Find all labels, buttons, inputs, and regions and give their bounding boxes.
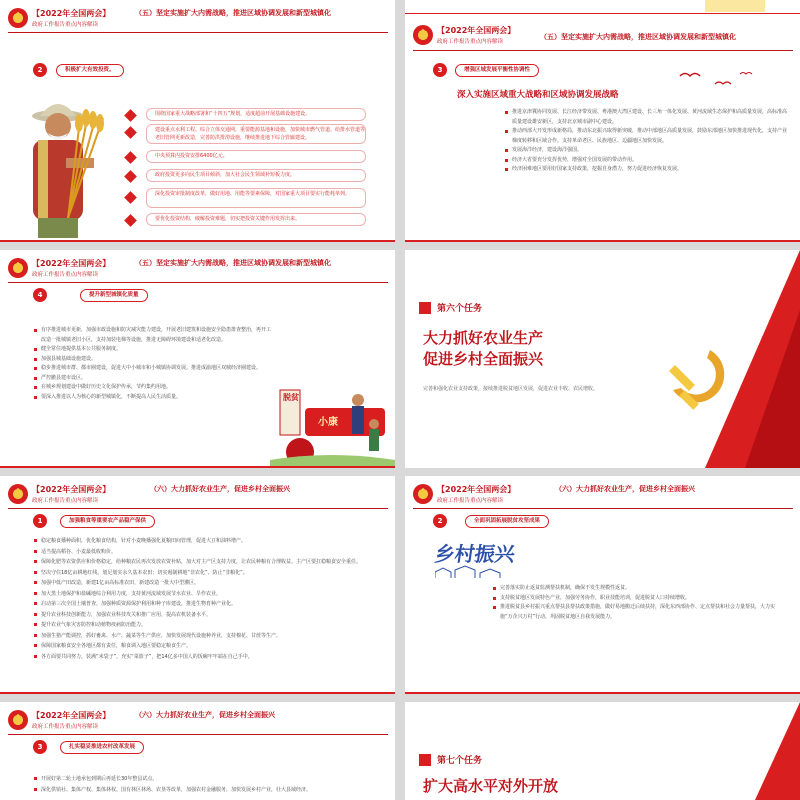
report-subtitle: 政府工作报告重点内容解读 (32, 724, 99, 730)
list-item: 在城乡规划建设中做好历史文化保护传承，节约集约用地。 (34, 383, 274, 393)
cover-title-line1: 大力抓好农业生产 (423, 329, 544, 347)
task-marker (419, 754, 431, 766)
national-emblem-icon (8, 258, 28, 278)
list-item: 要优化投资结构，破解投资难题，切实把投资关键作用发挥出来。 (146, 213, 366, 226)
item-number: 3 (433, 63, 447, 77)
bullet-diamond (124, 109, 137, 122)
slide-rural-reform (0, 702, 395, 800)
top-banner-graphic (705, 0, 765, 12)
report-tag: 【2022年全国两会】 (437, 26, 516, 35)
item-number: 2 (433, 514, 447, 528)
list-item: 适当提高稻谷、小麦最低收购价。 (34, 547, 374, 558)
subtopic-pill: 扎实稳妥推进农村改革发展 (60, 741, 144, 754)
item-number: 4 (33, 288, 47, 302)
bullet-diamond (124, 170, 137, 183)
header-divider (413, 508, 793, 509)
illustration-banner: 小康 (318, 417, 338, 428)
report-subtitle: 政府工作报告重点内容解读 (32, 272, 99, 278)
list-item: 推进脱贫县乡村振兴重点帮扶县帮扶政策措施，做好易地搬迁后续扶持，深化东西部协作、定点帮扶和社会力量帮扶，大力实施“万企兴万村”行动，巩固脱贫地区自我发展能力。 (493, 603, 783, 622)
list-item: 稳定粮食播种面积，优化粮食结构，针对小麦晚播强化夏粮田间管理，促进大豆和油料增产。 (34, 536, 374, 547)
section-title: （五）坚定实施扩大内需战略，推进区域协调发展和新型城镇化 (540, 33, 736, 41)
list-item: 经济大省要充分发挥优势，增强对全国发展的带动作用。 (505, 156, 790, 166)
cover-title-line2: 促进乡村全面振兴 (423, 350, 544, 368)
poverty-list (493, 584, 783, 622)
slide-task-seven-cover (405, 702, 800, 800)
list-item: 深化供销社、集体产权、集体林权、国有林区林场、农垦等改革，加强农村金融服务，加快发展乡村产业，壮大县域经济。 (34, 785, 374, 796)
subtopic-pill: 积极扩大有效投资。 (56, 64, 124, 77)
subtopic-pill: 加强粮食等重要农产品稳产保供 (60, 515, 155, 528)
header-divider (8, 734, 388, 735)
section-title: （六）大力抓好农业生产，促进乡村全面振兴 (135, 711, 275, 719)
list-item: 要深入推进以人为核心的新型城镇化，不断提高人民生活质量。 (34, 393, 274, 403)
bullet-diamond (124, 151, 137, 164)
subtopic-pill: 全面巩固拓展脱贫攻坚成果 (465, 515, 549, 528)
bottom-bar (405, 240, 800, 242)
calligraphy-graphic: 乡村振兴 (433, 542, 517, 566)
reform-list (34, 774, 374, 795)
national-emblem-icon (8, 484, 28, 504)
red-ribbon-decoration (645, 702, 800, 800)
header-divider (8, 282, 388, 283)
list-item: 推动西部大开发形成新格局，推动东北振兴取得新突破，推动中部地区高质量发展，鼓励东部地区加快推进现代化，支持产业梯度转移和区域合作。支持革命老区、民族地区、边疆地区加快发展。 (505, 127, 790, 146)
report-subtitle: 政府工作报告重点内容解读 (437, 498, 504, 504)
report-tag: 【2022年全国两会】 (32, 711, 111, 720)
list-item: 围绕国家重大战略部署和“十四五”规划，适度超前开展基础设施建设。 (146, 108, 366, 121)
subtopic-pill: 增强区域发展平衡性协调性 (455, 64, 539, 77)
village-skyline-icon (435, 564, 525, 578)
bottom-bar (0, 240, 395, 242)
list-item: 加强县城基础设施建设。 (34, 355, 274, 365)
list-item: 严控撤县建市设区。 (34, 374, 274, 384)
list-item: 有序推进城市更新，加强市政设施和防灾减灾能力建设，开展老旧建筑和设施安全隐患排查整治，再开工改造一批城镇老旧小区，支持加装电梯等设施，推进无障碍环境建设和适老化改造。 (34, 326, 274, 345)
section-title: （五）坚定实施扩大内需战略，推进区域协调发展和新型城镇化 (135, 259, 331, 267)
slide-regional-development (405, 0, 800, 242)
list-item: 稳步推进城市群、都市圈建设，促进大中小城市和小城镇协调发展。推进成渝地区双城经济圈建设。 (34, 364, 274, 374)
urbanization-list (34, 326, 274, 402)
illustration-sign: 脱贫 (283, 393, 299, 402)
region-heading: 深入实施区域重大战略和区域协调发展战略 (457, 90, 619, 100)
task-label: 第六个任务 (437, 304, 483, 314)
list-item: 保障国家粮食安全各地区都有责任，粮食调入地区要稳定粮食生产。 (34, 641, 374, 652)
bullet-diamond (124, 214, 137, 227)
list-item: 支持脱贫地区发展特色产业，加强劳务协作，职业技能培训，促进脱贫人口持续增收。 (493, 594, 783, 604)
list-item: 提升农业气象灾害防控和动植物疫病防治能力。 (34, 620, 374, 631)
report-subtitle: 政府工作报告重点内容解读 (437, 39, 504, 45)
national-emblem-icon (8, 8, 28, 28)
bullet-diamond (124, 126, 137, 139)
slide-task-six-cover (405, 250, 800, 468)
slide-expand-investment (0, 0, 395, 242)
grain-list (34, 536, 374, 662)
item-number: 1 (33, 514, 47, 528)
list-item: 保障化肥等农资供应和价格稳定，给种粮农民再次发放农资补贴，加大对主产区支持力度，让农民种粮有合理收益。主产区要扛稳粮食安全重任。 (34, 557, 374, 568)
slide-grain-supply (0, 476, 395, 694)
cover-description: 完善和强化农业支持政策，接续推进脱贫地区发展，促进农业丰收、农民增收。 (423, 386, 599, 392)
list-item: 发展海洋经济，建设海洋强国。 (505, 146, 790, 156)
header-divider (8, 32, 388, 33)
section-title: （五）坚定实施扩大内需战略，推进区域协调发展和新型城镇化 (135, 9, 331, 17)
list-item: 推进京津冀协同发展、长江经济带发展、粤港澳大湾区建设、长三角一体化发展、黄河流域生态保护和高质量发展，高标准高质量建设雄安新区，支持北京城市副中心建设。 (505, 108, 790, 127)
national-emblem-icon (413, 484, 433, 504)
section-title: （六）大力抓好农业生产，促进乡村全面振兴 (555, 485, 695, 493)
list-item: 坚决守住18亿亩耕地红线，划足划实永久基本农田；切实遏制耕地“非农化”、防止“非粮化”。 (34, 568, 374, 579)
list-item: 中央预算内投资安排6400亿元。 (146, 150, 366, 163)
report-subtitle: 政府工作报告重点内容解读 (32, 498, 99, 504)
list-item: 提升农业科技创新能力，加强农业科技攻关和推广应用，提高农机装备水平。 (34, 610, 374, 621)
bottom-bar (0, 692, 395, 694)
report-tag: 【2022年全国两会】 (32, 9, 111, 18)
slide-poverty-results (405, 476, 800, 694)
list-item: 经济困难地区要用好国家支持政策，挖掘自身潜力，努力促进经济恢复发展。 (505, 165, 790, 175)
report-subtitle: 政府工作报告重点内容解读 (32, 22, 99, 28)
report-tag: 【2022年全国两会】 (437, 485, 516, 494)
national-emblem-icon (413, 25, 433, 45)
list-item: 健全常住地提供基本公共服务制度。 (34, 345, 274, 355)
task-marker (419, 302, 431, 314)
list-item: 开展好第二轮土地承包到期后再延长30年整县试点。 (34, 774, 374, 785)
list-item: 加强中低产田改造，新建1亿亩高标准农田，新建改造一批大中型灌区。 (34, 578, 374, 589)
task-label: 第七个任务 (437, 756, 483, 766)
farmer-illustration (8, 78, 108, 238)
list-item: 启动第三次全国土壤普查，加强种质资源保护利用和种子库建设，推进生物育种产业化。 (34, 599, 374, 610)
report-tag: 【2022年全国两会】 (32, 485, 111, 494)
list-item: 深化投资审批制度改革，做好用地、用能等要素保障，对国家重大项目要实行能耗单列。 (146, 188, 366, 208)
section-title: （六）大力抓好农业生产，促进乡村全面振兴 (150, 485, 290, 493)
header-divider (413, 50, 793, 51)
subtopic-pill: 提升新型城镇化质量 (80, 289, 148, 302)
bottom-bar (0, 466, 395, 468)
party-emblem-icon (655, 340, 735, 420)
item-number: 3 (33, 740, 47, 754)
list-item: 各方面要共同努力，装满“米袋子”，充实“菜篮子”，把14亿多中国人的饭碗牢牢端在自己手中。 (34, 652, 374, 663)
item-number: 2 (33, 63, 47, 77)
bullet-diamond (124, 191, 137, 204)
list-item: 加强生猪产能调控，抓好畜禽、水产、蔬菜等生产供应，加快发展现代设施种养业，支持棉花、甘蔗等生产。 (34, 631, 374, 642)
national-emblem-icon (8, 710, 28, 730)
bottom-bar (405, 692, 800, 694)
region-list (505, 108, 790, 175)
header-divider (8, 508, 388, 509)
list-item: 完善落实防止返贫监测帮扶机制，确保不发生规模性返贫。 (493, 584, 783, 594)
slide-urbanization (0, 250, 395, 468)
list-item: 建设重点水利工程、综合立体交通网，重要能源基地和设施，加快城市燃气管道、给排水管道等老旧管网更新改造，完善防洪排涝设施，继续推进地下综合管廊建设。 (146, 124, 366, 144)
birds-icon (670, 66, 760, 96)
list-item: 政府投资更多向民生项目倾斜，加大社会民生领域补短板力度。 (146, 169, 366, 182)
list-item: 加大黑土地保护和盐碱地综合利用力度，支持黄河流域发展节水农业、旱作农业。 (34, 589, 374, 600)
report-tag: 【2022年全国两会】 (32, 259, 111, 268)
cover-title-line1: 扩大高水平对外开放 (423, 777, 559, 795)
